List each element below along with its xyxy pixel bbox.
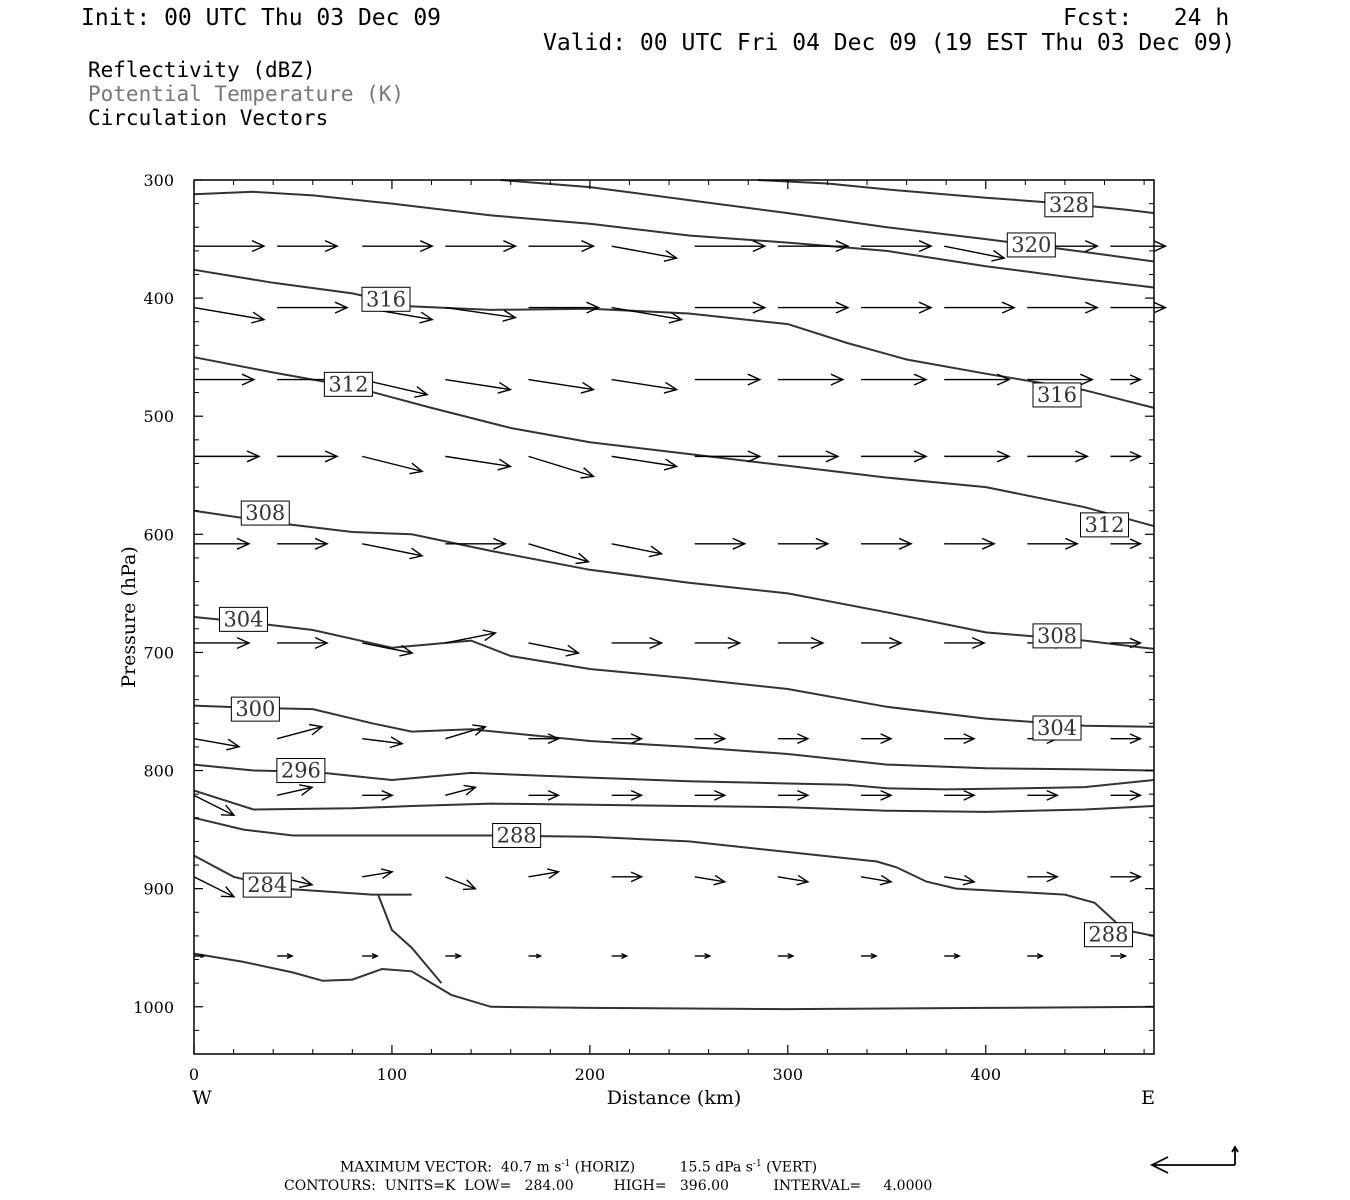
- max-vector-sup-1: -1: [561, 1159, 571, 1169]
- vector-arrow: [1027, 791, 1057, 801]
- vector-arrow: [1110, 302, 1165, 313]
- max-vector-text-a: MAXIMUM VECTOR: 40.7 m s: [340, 1159, 562, 1176]
- vector-arrow: [194, 374, 254, 385]
- vector-arrow: [1027, 451, 1087, 462]
- vector-arrow: [1110, 241, 1165, 252]
- contour-label-328: [1045, 193, 1093, 217]
- vector-arrow: [277, 785, 312, 796]
- vector-arrow: [529, 954, 541, 958]
- vector-arrow: [778, 875, 808, 884]
- vector-arrow: [194, 739, 239, 750]
- vector-arrow: [695, 875, 725, 884]
- vector-arrow: [445, 380, 510, 393]
- vector-arrow: [194, 308, 264, 323]
- contour-label-text: 308: [1036, 623, 1078, 648]
- vector-arrow: [944, 538, 994, 549]
- contour-label-304: [219, 607, 267, 631]
- x-axis-label: Distance (km): [606, 1087, 742, 1109]
- vector-arrow: [445, 785, 475, 795]
- contour-label-text: 308: [245, 501, 286, 526]
- contour-lines: [194, 180, 1154, 1009]
- vector-arrow: [778, 538, 828, 549]
- vector-arrow: [529, 456, 594, 478]
- vector-arrow: [445, 877, 475, 890]
- vector-arrow: [277, 725, 322, 739]
- vector-arrow: [277, 302, 347, 313]
- vector-arrow: [861, 538, 911, 549]
- y-tick-label: 1000: [133, 997, 174, 1017]
- vector-shaft: [445, 877, 475, 889]
- vector-shaft: [445, 456, 510, 466]
- vector-arrow: [695, 374, 760, 385]
- vector-arrow: [1110, 872, 1140, 882]
- vector-arrow: [1027, 954, 1042, 959]
- vector-shaft: [194, 795, 234, 815]
- contour-label-300: [231, 697, 279, 721]
- vector-arrow: [194, 638, 249, 649]
- vector-arrow: [612, 638, 662, 649]
- vector-arrow: [194, 877, 234, 897]
- contour-label-316: [362, 287, 410, 311]
- contour-label-text: 304: [223, 607, 264, 632]
- contour-label-text: 316: [365, 287, 407, 312]
- vector-arrow: [944, 451, 1009, 462]
- x-tick-label: 400: [970, 1065, 1002, 1084]
- field-potential-temperature: Potential Temperature (K): [88, 82, 405, 106]
- contour-line-300: [194, 706, 1154, 771]
- vector-arrow: [1027, 538, 1077, 549]
- contour-label-312: [324, 372, 372, 396]
- vector-arrow: [778, 734, 808, 744]
- vector-arrow: [695, 302, 765, 313]
- vector-arrow: [362, 643, 412, 656]
- vector-arrow: [362, 954, 377, 959]
- vector-shaft: [194, 308, 264, 320]
- vector-arrow: [362, 456, 422, 473]
- vector-arrow: [695, 538, 745, 549]
- contour-line-308: [194, 511, 1154, 649]
- vector-arrow: [944, 246, 1004, 261]
- contour-label-text: 300: [235, 697, 276, 722]
- maximum-vector-note: [340, 1160, 817, 1175]
- vector-arrow: [944, 791, 974, 801]
- vector-arrow: [695, 791, 725, 801]
- vector-shaft: [612, 456, 677, 466]
- vector-arrow: [277, 241, 337, 252]
- vector-arrow: [362, 791, 392, 801]
- vector-arrow: [778, 954, 793, 959]
- y-tick-label: 300: [143, 171, 174, 190]
- y-tick-label: 600: [143, 525, 174, 545]
- vector-arrow: [861, 875, 891, 884]
- vector-arrow: [861, 451, 926, 462]
- contour-label-text: 312: [1084, 512, 1125, 537]
- vector-arrow: [861, 791, 891, 801]
- contour-label-text: 328: [1048, 192, 1089, 217]
- contours-note: CONTOURS: UNITS=K LOW= 284.00 HIGH= 396.00 INTERVAL= 4.0000: [284, 1178, 933, 1194]
- contour-label-284: [243, 873, 291, 897]
- contour-label-text: 316: [1036, 382, 1078, 407]
- vector-arrow: [861, 638, 901, 649]
- contour-label-288: [1084, 923, 1132, 947]
- vector-arrow: [778, 451, 838, 462]
- vector-arrow: [529, 241, 594, 252]
- vector-shaft: [529, 380, 594, 390]
- vector-arrow: [362, 241, 432, 252]
- vector-arrow: [944, 302, 1014, 313]
- x-end-label-east: E: [1141, 1087, 1155, 1109]
- forecast-hour: Fcst: 24 h: [1063, 5, 1230, 31]
- vector-arrow: [277, 538, 327, 549]
- contour-label-308: [241, 501, 289, 525]
- vector-arrow: [277, 451, 337, 462]
- vector-arrow: [612, 246, 677, 261]
- vector-arrow: [695, 954, 710, 959]
- contour-label-304: [1033, 716, 1081, 740]
- x-tick-label: 0: [188, 1065, 200, 1084]
- vector-arrow: [612, 380, 677, 393]
- vector-shaft: [445, 380, 510, 390]
- init-time: Init: 00 UTC Thu 03 Dec 09: [81, 5, 442, 31]
- contour-line-328: [758, 180, 1154, 213]
- contour-label-308: [1033, 624, 1081, 648]
- vector-arrow: [445, 954, 460, 959]
- vector-arrow: [194, 538, 249, 549]
- x-tick-label: 100: [376, 1065, 408, 1084]
- vector-arrow: [362, 544, 422, 559]
- vector-arrow: [1110, 452, 1140, 462]
- vector-shaft: [529, 456, 594, 476]
- vector-arrow: [944, 875, 974, 884]
- vector-arrow: [944, 734, 974, 744]
- vector-arrow: [861, 374, 926, 385]
- vector-arrow: [445, 725, 485, 739]
- vector-arrow: [529, 869, 559, 878]
- y-axis-label: Pressure (hPa): [118, 546, 140, 688]
- field-circulation-vectors: Circulation Vectors: [88, 106, 329, 130]
- vector-arrow: [695, 241, 765, 252]
- vector-arrow: [277, 638, 327, 649]
- vector-arrow: [1027, 872, 1057, 882]
- vector-arrow: [1110, 734, 1140, 744]
- vector-arrow: [194, 241, 264, 252]
- contour-label-text: 304: [1036, 716, 1078, 741]
- vector-arrow: [362, 737, 402, 748]
- vector-arrow: [1110, 539, 1140, 549]
- vector-arrow: [861, 954, 876, 959]
- vector-arrow: [1110, 954, 1125, 959]
- vector-arrow: [861, 302, 931, 313]
- vector-shaft: [194, 877, 234, 897]
- contour-label-316: [1033, 383, 1081, 407]
- contour-label-320: [1007, 233, 1055, 257]
- vector-arrow: [445, 241, 515, 252]
- contour-label-text: 288: [496, 823, 537, 848]
- vector-arrow: [194, 451, 259, 462]
- vector-arrow: [529, 643, 579, 656]
- vector-arrow: [612, 308, 682, 323]
- vector-arrow: [944, 954, 959, 959]
- vector-arrow: [612, 544, 662, 557]
- vector-arrow: [277, 954, 292, 959]
- contour-label-312: [1081, 513, 1129, 537]
- y-tick-label: 900: [143, 879, 174, 899]
- x-end-label-west: W: [192, 1087, 212, 1109]
- vector-arrow: [612, 791, 642, 801]
- vector-arrow: [778, 374, 843, 385]
- vector-arrow: [944, 638, 984, 649]
- y-tick-label: 400: [143, 289, 174, 309]
- vector-arrow: [778, 302, 848, 313]
- vector-arrow: [1027, 302, 1097, 313]
- max-vector-sup-2: -1: [752, 1159, 762, 1169]
- y-tick-label: 500: [143, 407, 174, 427]
- vector-arrow: [362, 869, 392, 878]
- x-tick-label: 200: [574, 1065, 606, 1084]
- reference-vector-icon: [1152, 1147, 1238, 1173]
- contour-line-288: [194, 818, 1154, 936]
- circulation-vectors: [194, 241, 1166, 959]
- vector-arrow: [944, 374, 1009, 385]
- vector-arrow: [695, 734, 725, 744]
- contour-labels: [219, 193, 1132, 947]
- vector-arrow: [778, 638, 823, 649]
- vector-arrow: [529, 302, 599, 313]
- y-tick-label: 800: [143, 761, 174, 781]
- vector-arrow: [529, 380, 594, 393]
- max-vector-text-c: (VERT): [761, 1159, 818, 1176]
- contour-label-text: 284: [247, 873, 288, 898]
- contour-line-284: [194, 954, 1154, 1010]
- contour-line-292: [194, 791, 1154, 812]
- vector-arrow: [612, 954, 627, 959]
- field-reflectivity: Reflectivity (dBZ): [88, 58, 316, 82]
- max-vector-text-b: (HORIZ) 15.5 dPa s: [570, 1159, 753, 1176]
- vector-arrow: [529, 791, 559, 801]
- vector-arrow: [695, 451, 760, 462]
- vector-arrow: [778, 791, 808, 801]
- vector-arrow: [612, 456, 677, 470]
- vector-shaft: [612, 380, 677, 390]
- valid-time: Valid: 00 UTC Fri 04 Dec 09 (19 EST Thu 03 Dec 09): [543, 30, 1236, 56]
- contour-label-288: [493, 824, 541, 848]
- contour-label-text: 288: [1088, 922, 1129, 947]
- contour-label-text: 296: [280, 758, 321, 783]
- contour-label-text: 312: [328, 372, 369, 397]
- y-tick-label: 700: [143, 643, 174, 663]
- vector-arrow: [695, 638, 740, 649]
- vector-arrow: [445, 456, 510, 470]
- contour-label-296: [277, 759, 325, 783]
- contour-label-text: 320: [1011, 232, 1052, 257]
- vector-arrow: [1110, 791, 1140, 801]
- vector-arrow: [612, 872, 642, 882]
- vector-arrow: [194, 795, 234, 815]
- vector-arrow: [1110, 375, 1140, 384]
- vector-arrow: [861, 734, 891, 744]
- x-tick-label: 300: [772, 1065, 804, 1084]
